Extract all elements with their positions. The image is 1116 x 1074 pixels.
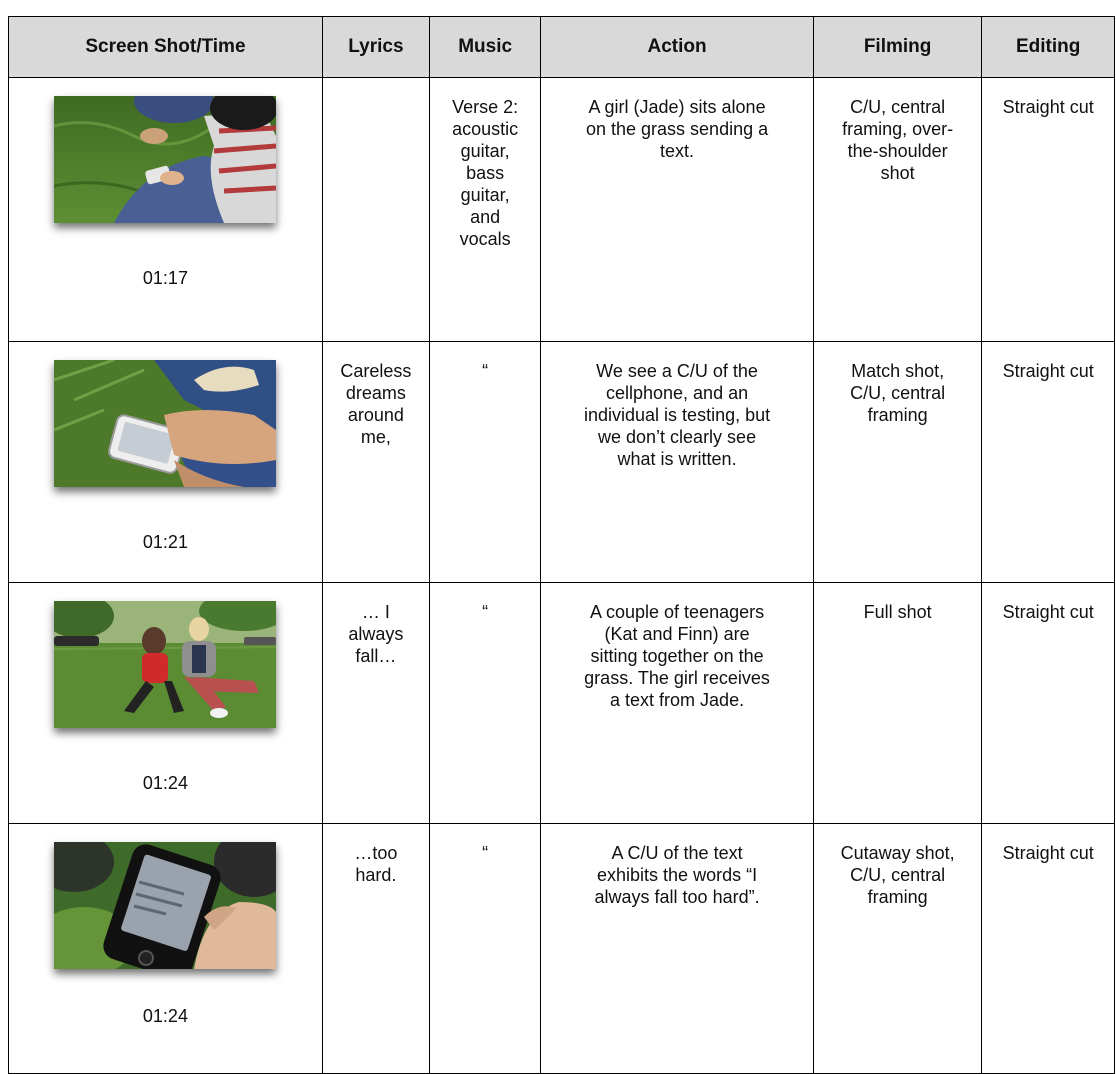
filming-cell: Cutaway shot, C/U, central framing [813, 824, 982, 1074]
lyrics-cell: …too hard. [322, 824, 429, 1074]
music-cell: “ [429, 342, 540, 583]
editing-cell: Straight cut [982, 583, 1115, 824]
screenshot-cellphone-close-up [54, 360, 276, 487]
storyboard-table [8, 16, 1115, 1074]
action-cell: A C/U of the text exhibits the words “I always fall too hard”. [541, 824, 814, 1074]
filming-cell: Full shot [813, 583, 982, 824]
music-cell: Verse 2: acoustic guitar, bass guitar, and vocals [429, 78, 540, 342]
music-cell: “ [429, 583, 540, 824]
screenshot-text-message-screen [54, 842, 276, 969]
table-row [9, 583, 1115, 824]
lyrics-cell: … I always fall… [322, 583, 429, 824]
lyrics-cell: Careless dreams around me, [322, 342, 429, 583]
timestamp: 01:21 [142, 532, 188, 552]
screenshot-couple-sitting-on-grass [54, 601, 276, 728]
table-row [9, 824, 1115, 1074]
timestamp: 01:17 [142, 268, 188, 288]
action-cell: A couple of teenagers (Kat and Finn) are sitting together on the grass. The girl receives a text from Jade. [541, 583, 814, 824]
header-filming: Filming [813, 17, 982, 78]
lyrics-cell [322, 78, 429, 342]
editing-cell: Straight cut [982, 824, 1115, 1074]
table-row [9, 342, 1115, 583]
screen-shot-cell [9, 824, 323, 1074]
filming-cell: Match shot, C/U, central framing [813, 342, 982, 583]
filming-cell: C/U, central framing, over- the-shoulder shot [813, 78, 982, 342]
screen-shot-cell [9, 78, 323, 342]
header-screen-shot-time: Screen Shot/Time [9, 17, 323, 78]
header-music: Music [429, 17, 540, 78]
table-row [9, 78, 1115, 342]
action-cell: We see a C/U of the cellphone, and an individual is testing, but we don’t clearly see what is written. [541, 342, 814, 583]
header-editing: Editing [982, 17, 1115, 78]
header-action: Action [541, 17, 814, 78]
screen-shot-cell [9, 583, 323, 824]
action-cell: A girl (Jade) sits alone on the grass sending a text. [541, 78, 814, 342]
header-row [9, 17, 1115, 78]
timestamp: 01:24 [142, 1006, 188, 1026]
music-cell: “ [429, 824, 540, 1074]
timestamp: 01:24 [142, 773, 188, 793]
screen-shot-cell [9, 342, 323, 583]
header-lyrics: Lyrics [322, 17, 429, 78]
screenshot-girl-texting-on-grass [54, 96, 276, 223]
editing-cell: Straight cut [982, 342, 1115, 583]
editing-cell: Straight cut [982, 78, 1115, 342]
